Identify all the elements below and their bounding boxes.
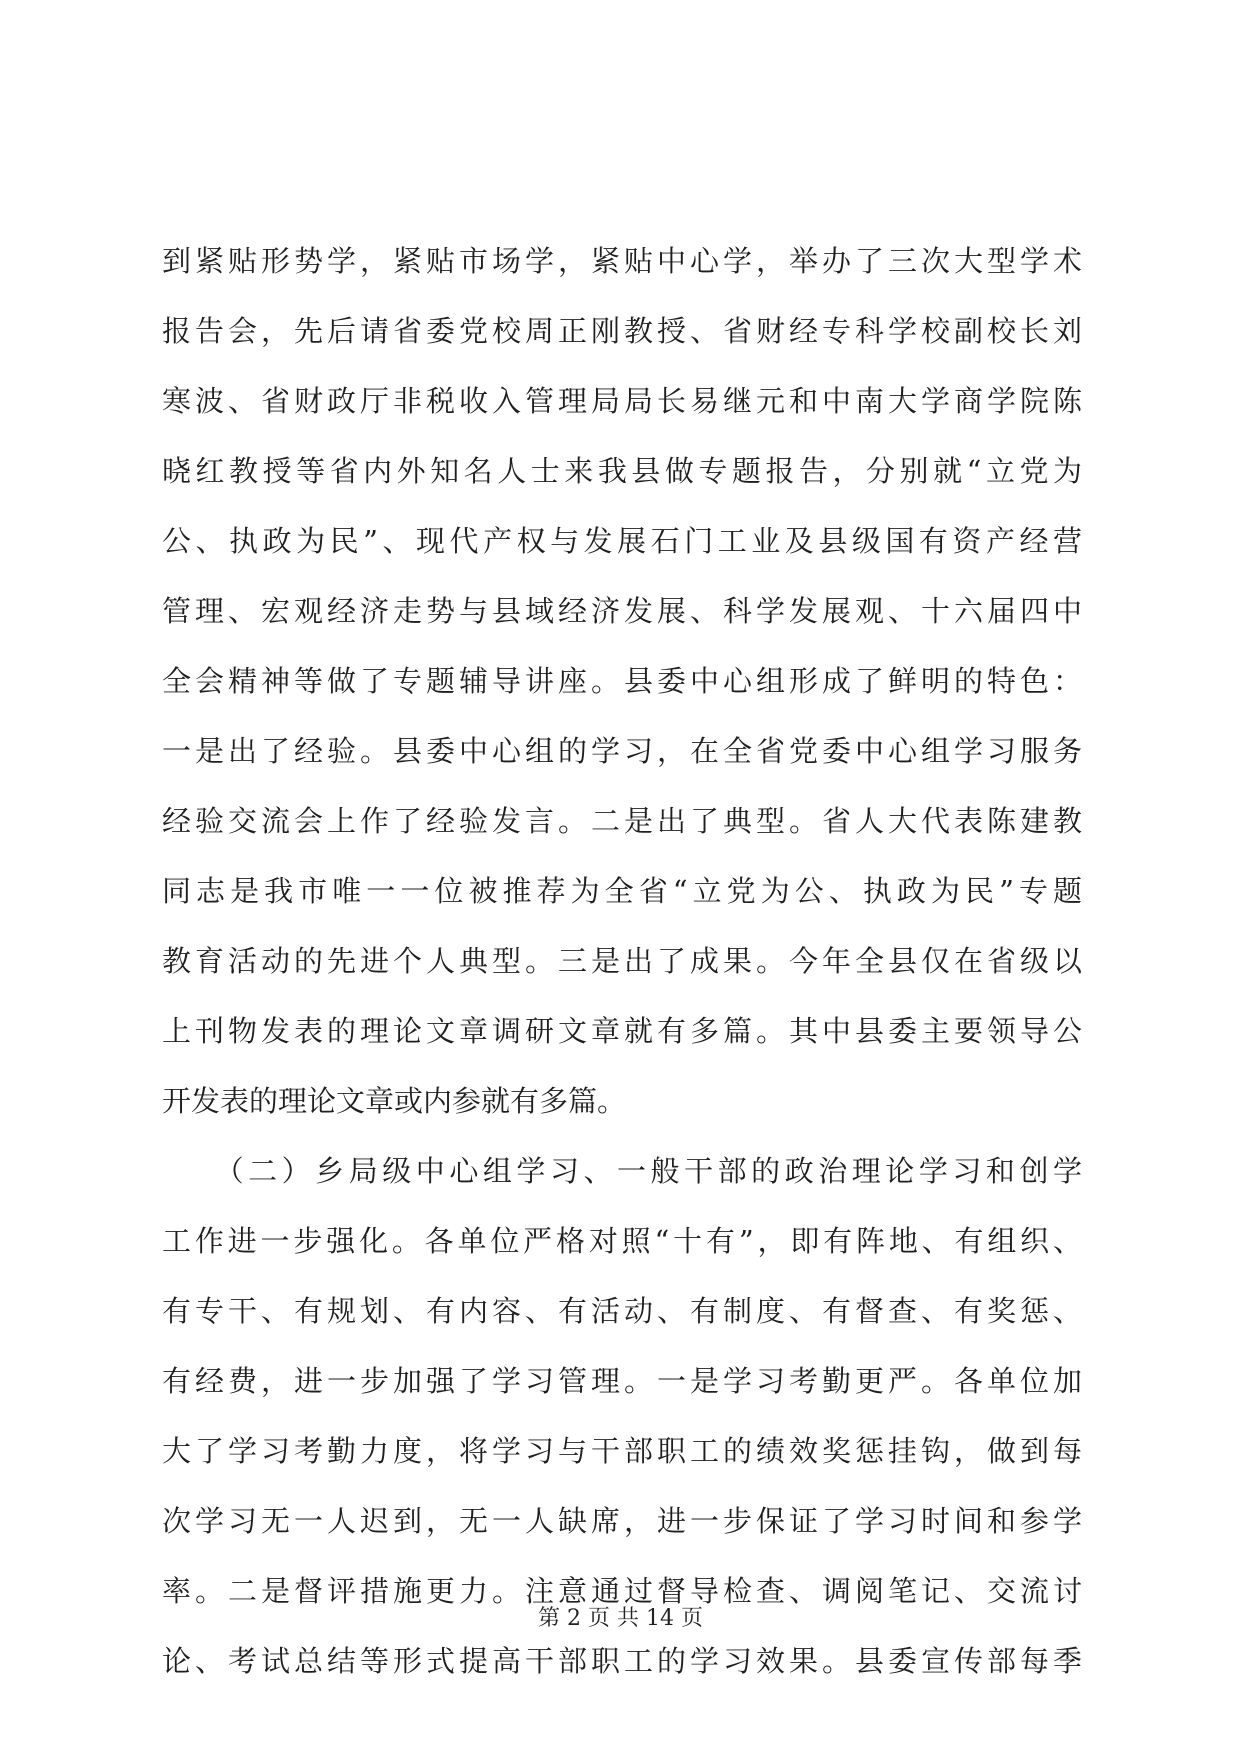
text-line: 工作进一步强化。各单位严格对照“十有”，即有阵地、有组织、	[162, 1224, 1082, 1258]
text-line: 报告会，先后请省委党校周正刚教授、省财经专科学校副校长刘	[162, 314, 1082, 348]
text-line: 一是出了经验。县委中心组的学习，在全省党委中心组学习服务	[162, 734, 1082, 768]
text-line: 经验交流会上作了经验发言。二是出了典型。省人大代表陈建教	[162, 804, 1082, 838]
page-number: 第 2 页 共 14 页	[538, 1606, 703, 1631]
text-line: 次学习无一人迟到，无一人缺席，进一步保证了学习时间和参学	[162, 1504, 1082, 1538]
text-line: （二）乡局级中心组学习、一般干部的政治理论学习和创学	[162, 1154, 1082, 1188]
text-line: 管理、宏观经济走势与县域经济发展、科学发展观、十六届四中	[162, 594, 1082, 628]
text-line: 公、执政为民”、现代产权与发展石门工业及县级国有资产经营	[162, 524, 1082, 558]
text-line: 晓红教授等省内外知名人士来我县做专题报告，分别就“立党为	[162, 454, 1082, 488]
text-line: 上刊物发表的理论文章调研文章就有多篇。其中县委主要领导公	[162, 1014, 1082, 1048]
document-body	[162, 226, 1082, 1696]
text-line: 率。二是督评措施更力。注意通过督导检查、调阅笔记、交流讨	[162, 1574, 1082, 1608]
text-line: 有专干、有规划、有内容、有活动、有制度、有督查、有奖惩、	[162, 1294, 1082, 1328]
text-line: 大了学习考勤力度，将学习与干部职工的绩效奖惩挂钩，做到每	[162, 1434, 1082, 1468]
text-line: 开发表的理论文章或内参就有多篇。	[162, 1084, 627, 1118]
text-line: 到紧贴形势学，紧贴市场学，紧贴中心学，举办了三次大型学术	[162, 244, 1082, 278]
text-line: 教育活动的先进个人典型。三是出了成果。今年全县仅在省级以	[162, 944, 1082, 978]
text-line: 寒波、省财政厅非税收入管理局局长易继元和中南大学商学院陈	[162, 384, 1082, 418]
text-line: 有经费，进一步加强了学习管理。一是学习考勤更严。各单位加	[162, 1364, 1082, 1398]
text-line: 同志是我市唯一一位被推荐为全省“立党为公、执政为民”专题	[162, 874, 1082, 908]
text-line: 论、考试总结等形式提高干部职工的学习效果。县委宣传部每季	[162, 1644, 1082, 1678]
text-line: 全会精神等做了专题辅导讲座。县委中心组形成了鲜明的特色：	[162, 664, 1082, 698]
